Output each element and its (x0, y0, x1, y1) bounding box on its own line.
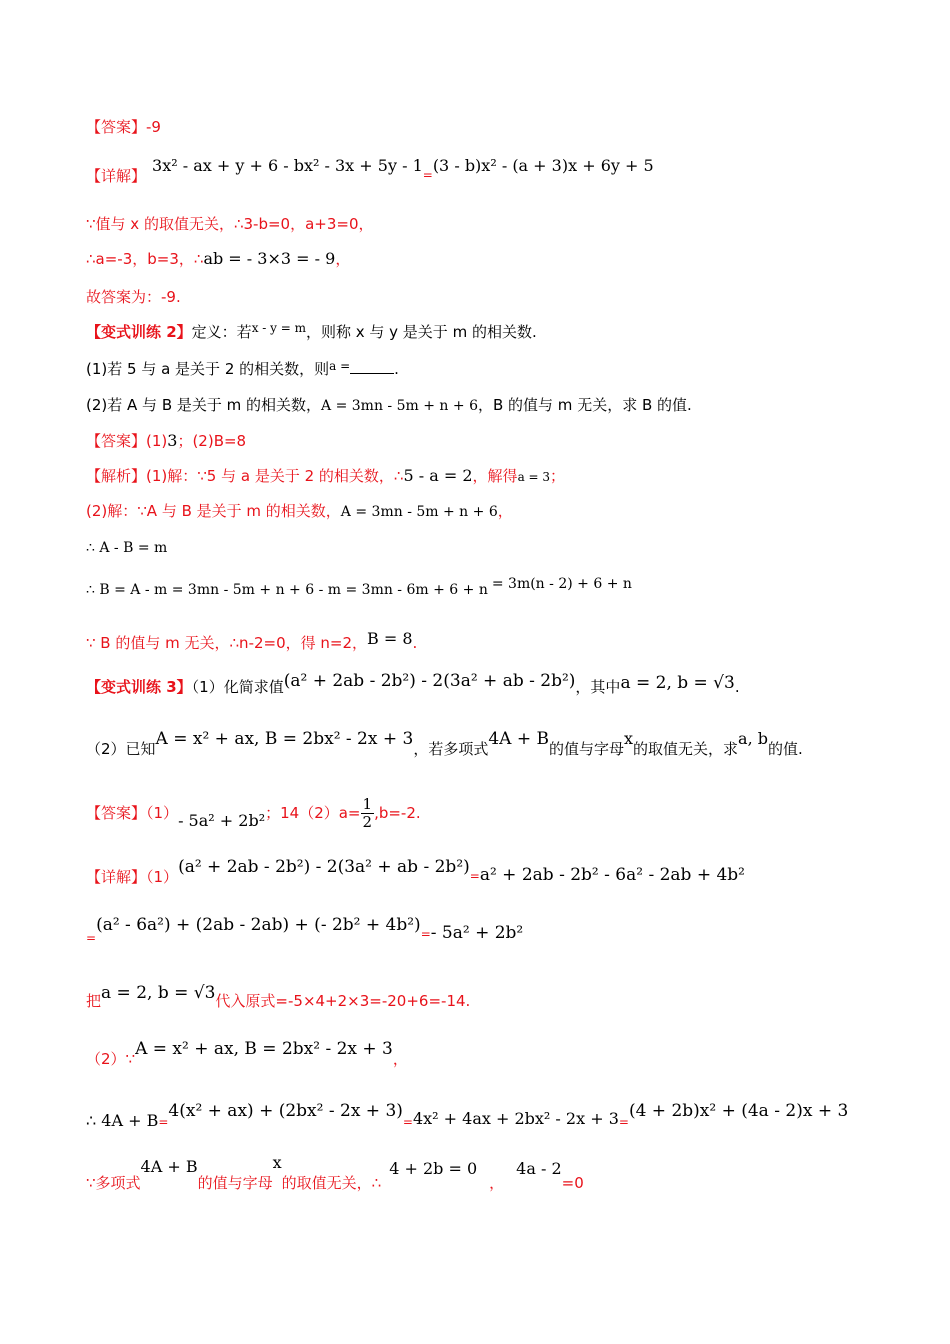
detail-line-3 (86, 856, 745, 886)
answer-line-3 (86, 796, 421, 831)
expression: x (624, 729, 634, 748)
text-run: （1） (146, 868, 179, 886)
text-run: ，B 的值与 m 无关，求 B 的值. (477, 396, 692, 414)
text-run: 的值. (768, 740, 803, 758)
text-run: ，解得 (472, 467, 518, 485)
question-2 (86, 394, 692, 417)
expression: ab = - 3×3 = - 9 (203, 249, 336, 268)
text-run: . (394, 360, 399, 378)
text-run: 的值与字母 (197, 1174, 273, 1192)
detail-line-4 (86, 914, 524, 945)
expression: (4 + 2b)x² + (4a - 2)x + 3 (628, 1101, 849, 1121)
detail-line-6 (86, 1100, 849, 1130)
expression: x - y = m (251, 321, 306, 335)
text-run: （1） (146, 804, 179, 822)
text-run: （1）化简求值 (191, 678, 284, 696)
text-run: ∵ B 的值与 m 无关，∴n-2=0，得 n=2， (86, 634, 368, 652)
text-run: 把 (86, 992, 102, 1010)
text-run: （2）已知 (86, 740, 156, 758)
equals-sign: = (420, 927, 431, 941)
expression: - 5a² + 2b² (178, 811, 266, 830)
text-run: ， (497, 502, 513, 520)
detail-label: 【详解】 (86, 167, 147, 185)
equals-sign: = (618, 1115, 629, 1129)
answer-line-1 (86, 116, 161, 138)
expression: 4A + B (488, 729, 549, 749)
expression: A = 3mn - 5m + n + 6 (340, 504, 498, 520)
analysis-line-3 (86, 536, 167, 559)
exercise-label: 【变式训练 3】 (86, 678, 192, 696)
text-run: . (412, 634, 418, 652)
equals-sign: = (158, 1115, 169, 1129)
expression: a = (329, 359, 351, 373)
fraction (361, 796, 375, 831)
expression: 4(x² + ax) + (2bx² - 2x + 3) (168, 1101, 403, 1121)
expression: 5 - a = 2 (403, 466, 473, 485)
expression: 4 + 2b = 0 (389, 1159, 478, 1178)
substitution-line (86, 982, 471, 1010)
expression: (a² - 6a²) + (2ab - 2ab) + (- 2b² + 4b²) (96, 915, 421, 935)
question-1 (86, 358, 399, 381)
expression: a, b (738, 729, 768, 748)
equals-sign: = (422, 168, 433, 182)
text-run: (1) (146, 432, 168, 450)
text-run: . (734, 678, 740, 696)
expression: 3 (167, 431, 178, 450)
text-run: ，若多项式 (413, 740, 489, 758)
detail-line-5 (86, 1038, 408, 1068)
expression: = 3m(n - 2) + 6 + n (491, 576, 632, 592)
analysis-label: 【解析】 (86, 467, 147, 485)
expression: a² + 2ab - 2b² - 6a² - 2ab + 4b² (479, 865, 745, 885)
analysis-line-1 (86, 465, 565, 488)
expression: (3 - b)x² - (a + 3)x + 6y + 5 (432, 156, 654, 175)
detail-line-7 (86, 1153, 584, 1192)
detail-line-1 (86, 155, 654, 185)
expression: (a² + 2ab - 2b²) - 2(3a² + ab - 2b²) (178, 857, 470, 877)
answer-blank (350, 359, 394, 374)
answer-label: 【答案】 (86, 118, 147, 136)
answer-line-2 (86, 430, 246, 452)
text-run: ， (392, 1050, 408, 1068)
expression: 4x² + 4ax + 2bx² - 2x + 3 (412, 1109, 619, 1128)
text-run: (2)解：∵A 与 B 是关于 m 的相关数， (86, 502, 341, 520)
text-run: (1)若 5 与 a 是关于 2 的相关数，则 (86, 360, 330, 378)
fraction-denominator: 2 (362, 813, 373, 831)
expression: - 5a² + 2b² (430, 923, 524, 943)
expression: a = 2, b = √3 (101, 983, 216, 1003)
answer-label: 【答案】 (86, 432, 147, 450)
text-run: 定义：若 (191, 323, 252, 341)
analysis-line-5 (86, 629, 418, 654)
exercise-label: 【变式训练 2】 (86, 323, 192, 341)
text-run: ， (489, 1174, 505, 1192)
fraction-numerator: 1 (362, 795, 373, 813)
equals-sign: = (86, 931, 97, 945)
expression: ∴ 4A + B (86, 1111, 159, 1130)
text-run: ∴a=-3，b=3，∴ (86, 250, 204, 268)
expression: A = x² + ax, B = 2bx² - 2x + 3 (155, 729, 414, 749)
expression: B = 8 (367, 629, 413, 648)
expression: A = 3mn - 5m + n + 6 (321, 398, 478, 414)
text-run: ；14（2）a= (265, 804, 361, 822)
answer-value: -9 (146, 118, 161, 136)
expression: A = x² + ax, B = 2bx² - 2x + 3 (135, 1039, 393, 1059)
text-run: ， (335, 250, 351, 268)
exercise-3-title (86, 671, 740, 698)
expression: 4A + B (140, 1157, 198, 1176)
text-run: ，其中 (575, 678, 621, 696)
detail-label: 【详解】 (86, 868, 147, 886)
text-run: 的值与字母 (548, 740, 624, 758)
expression: (a² + 2ab - 2b²) - 2(3a² + ab - 2b²) (283, 671, 576, 691)
text-run: =0 (561, 1174, 584, 1192)
expression: 4a - 2 (516, 1159, 562, 1178)
final-answer-line: 故答案为：-9. (86, 288, 181, 306)
reasoning-line: ∵值与 x 的取值无关，∴3-b=0，a+3=0， (86, 215, 374, 233)
text-run: (2)若 A 与 B 是关于 m 的相关数， (86, 396, 322, 414)
text-run: 的取值无关，∴ (281, 1174, 382, 1192)
text-run: （2）∵ (86, 1050, 136, 1068)
text-run: ；(2)B=8 (177, 432, 247, 450)
expression: 3x² - ax + y + 6 - bx² - 3x + 5y - 1 (152, 156, 423, 175)
expression: x (272, 1153, 282, 1172)
text-run: ； (550, 467, 566, 485)
reasoning-line (86, 248, 350, 270)
analysis-line-4 (86, 572, 632, 598)
text-run: ,b=-2. (374, 804, 421, 822)
expression: ∴ A - B = m (86, 540, 168, 556)
expression: a = 2, b = √3 (620, 673, 735, 693)
exercise-2-title (86, 321, 537, 344)
answer-label: 【答案】 (86, 804, 147, 822)
equals-sign: = (402, 1115, 413, 1129)
text-run: ∵多项式 (86, 1174, 141, 1192)
exercise-3-question-2 (86, 729, 803, 760)
analysis-line-2 (86, 500, 513, 523)
text-run: ，则称 x 与 y 是关于 m 的相关数. (305, 323, 537, 341)
text-run: 的取值无关，求 (633, 740, 739, 758)
expression: a = 3 (517, 470, 551, 484)
text-run: 代入原式=-5×4+2×3=-20+6=-14. (215, 992, 471, 1010)
expression: ∴ B = A - m = 3mn - 5m + n + 6 - m = 3mn - 6m + 6 + n (86, 582, 488, 598)
equals-sign: = (469, 869, 480, 883)
text-run: (1)解：∵5 与 a 是关于 2 的相关数，∴ (146, 467, 404, 485)
